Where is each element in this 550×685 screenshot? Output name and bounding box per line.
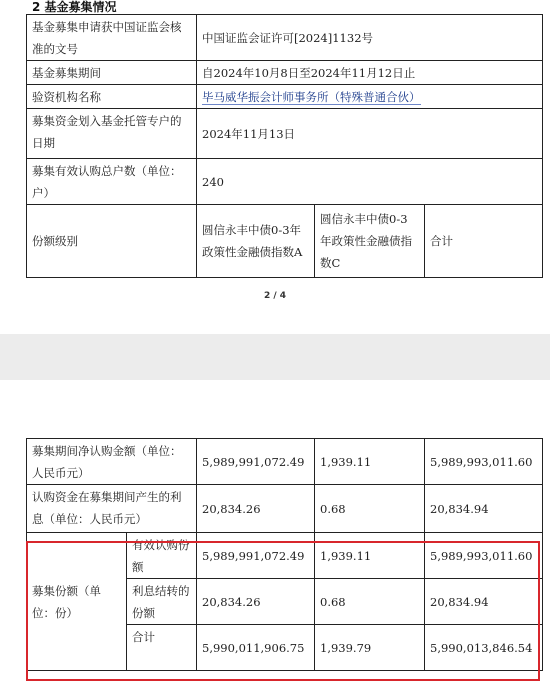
- value-total: 5,990,013,846.54: [425, 625, 543, 671]
- value-class-a: 20,834.26: [197, 579, 315, 625]
- share-class-label: 份额级别: [27, 205, 197, 278]
- row-label: 认购资金在募集期间产生的利息（单位：人民币元）: [27, 485, 197, 533]
- row-label: 募集有效认购总户数（单位：户）: [27, 159, 197, 205]
- row-label: 募集资金划入基金托管专户的日期: [27, 109, 197, 159]
- value-class-a: 5,989,991,072.49: [197, 533, 315, 579]
- document-page-bottom: [0, 380, 550, 685]
- shares-row: [27, 533, 543, 579]
- value-class-c: 0.68: [315, 579, 425, 625]
- shares-sub-label: 合计: [127, 625, 197, 671]
- row-value: 2024年11月13日: [197, 109, 543, 159]
- value-total: 20,834.94: [425, 485, 543, 533]
- share-class-row: [27, 205, 543, 278]
- shares-label: 募集份额（单位：份）: [27, 533, 127, 671]
- value-class-c: 1,939.11: [315, 533, 425, 579]
- share-class-a: 圆信永丰中债0-3年政策性金融债指数A: [197, 205, 315, 278]
- row-value: [197, 85, 543, 109]
- value-total: 20,834.94: [425, 579, 543, 625]
- value-class-c: 0.68: [315, 485, 425, 533]
- auditor-link[interactable]: 毕马威华振会计师事务所（特殊普通合伙）: [202, 89, 421, 104]
- share-class-c: 圆信永丰中债0-3年政策性金融债指数C: [315, 205, 425, 278]
- value-class-c: 1,939.79: [315, 625, 425, 671]
- page-separator: [0, 334, 550, 380]
- table-row: [27, 159, 543, 205]
- shares-sub-label: 利息结转的份额: [127, 579, 197, 625]
- row-value: 中国证监会证许可[2024]1132号: [197, 15, 543, 61]
- row-label: 基金募集期间: [27, 61, 197, 85]
- value-class-a: 20,834.26: [197, 485, 315, 533]
- value-class-a: 5,990,011,906.75: [197, 625, 315, 671]
- share-class-total: 合计: [425, 205, 543, 278]
- net-subscription-row: [27, 439, 543, 485]
- table-row: [27, 61, 543, 85]
- table-row: [27, 15, 543, 61]
- table-row: [27, 85, 543, 109]
- document-page-top: [0, 0, 550, 334]
- value-total: 5,989,993,011.60: [425, 439, 543, 485]
- row-label: 基金募集申请获中国证监会核准的文号: [27, 15, 197, 61]
- row-value: 自2024年10月8日至2024年11月12日止: [197, 61, 543, 85]
- shares-sub-label: 有效认购份额: [127, 533, 197, 579]
- fund-raising-table: [26, 14, 543, 278]
- section-title: 2 基金募集情况: [32, 0, 117, 14]
- value-class-c: 1,939.11: [315, 439, 425, 485]
- value-class-a: 5,989,991,072.49: [197, 439, 315, 485]
- page-number: 2 / 4: [263, 291, 287, 301]
- row-value: 240: [197, 159, 543, 205]
- interest-row: [27, 485, 543, 533]
- table-row: [27, 109, 543, 159]
- fund-raising-table-continued: [26, 438, 543, 671]
- value-total: 5,989,993,011.60: [425, 533, 543, 579]
- row-label: 验资机构名称: [27, 85, 197, 109]
- row-label: 募集期间净认购金额（单位：人民币元）: [27, 439, 197, 485]
